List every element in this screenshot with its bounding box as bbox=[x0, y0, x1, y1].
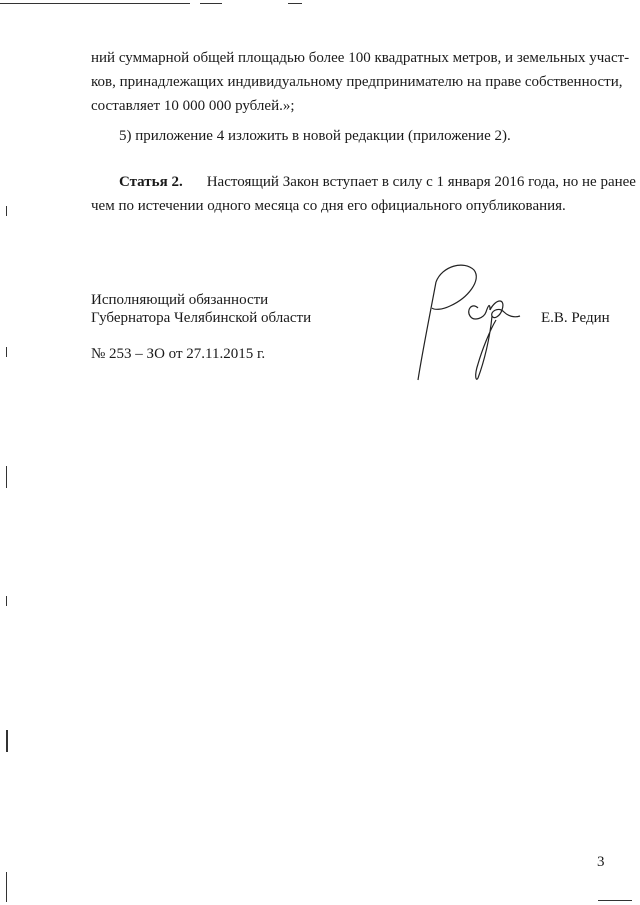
handwritten-signature bbox=[408, 258, 526, 382]
scan-artifact-left bbox=[6, 466, 7, 488]
scan-artifact-left bbox=[6, 596, 7, 606]
scan-artifact-left bbox=[6, 872, 7, 902]
paragraph-line: ний суммарной общей площадью более 100 квадратных метров, и земельных участ- bbox=[91, 50, 630, 66]
scan-artifact-top bbox=[200, 3, 222, 4]
scan-artifact-top bbox=[0, 3, 190, 4]
scan-artifact-left bbox=[6, 730, 8, 752]
scan-artifact-bottom bbox=[598, 900, 632, 901]
article-2-text: Настоящий Закон вступает в силу с 1 января 2016 года, но не ранее bbox=[206, 174, 636, 190]
list-item-5: 5) приложение 4 изложить в новой редакции (приложение 2). bbox=[119, 128, 511, 144]
signer-title: Губернатора Челябинской области bbox=[91, 310, 312, 326]
signer-title: Исполняющий обязанности bbox=[91, 292, 269, 308]
article-2-heading: Статья 2. bbox=[119, 174, 183, 190]
page-number: 3 bbox=[597, 854, 605, 870]
paragraph-line: ков, принадлежащих индивидуальному предпринимателю на праве собственности, bbox=[91, 74, 623, 90]
signer-name: Е.В. Редин bbox=[541, 310, 610, 326]
scan-artifact-top bbox=[288, 3, 302, 4]
article-2-line: чем по истечении одного месяца со дня его официального опубликования. bbox=[91, 198, 566, 214]
article-2-line bbox=[119, 172, 636, 192]
paragraph-line: составляет 10 000 000 рублей.»; bbox=[91, 98, 295, 114]
scan-artifact-left bbox=[6, 347, 7, 357]
law-reference: № 253 – ЗО от 27.11.2015 г. bbox=[91, 346, 266, 362]
scan-artifact-left bbox=[6, 206, 7, 216]
